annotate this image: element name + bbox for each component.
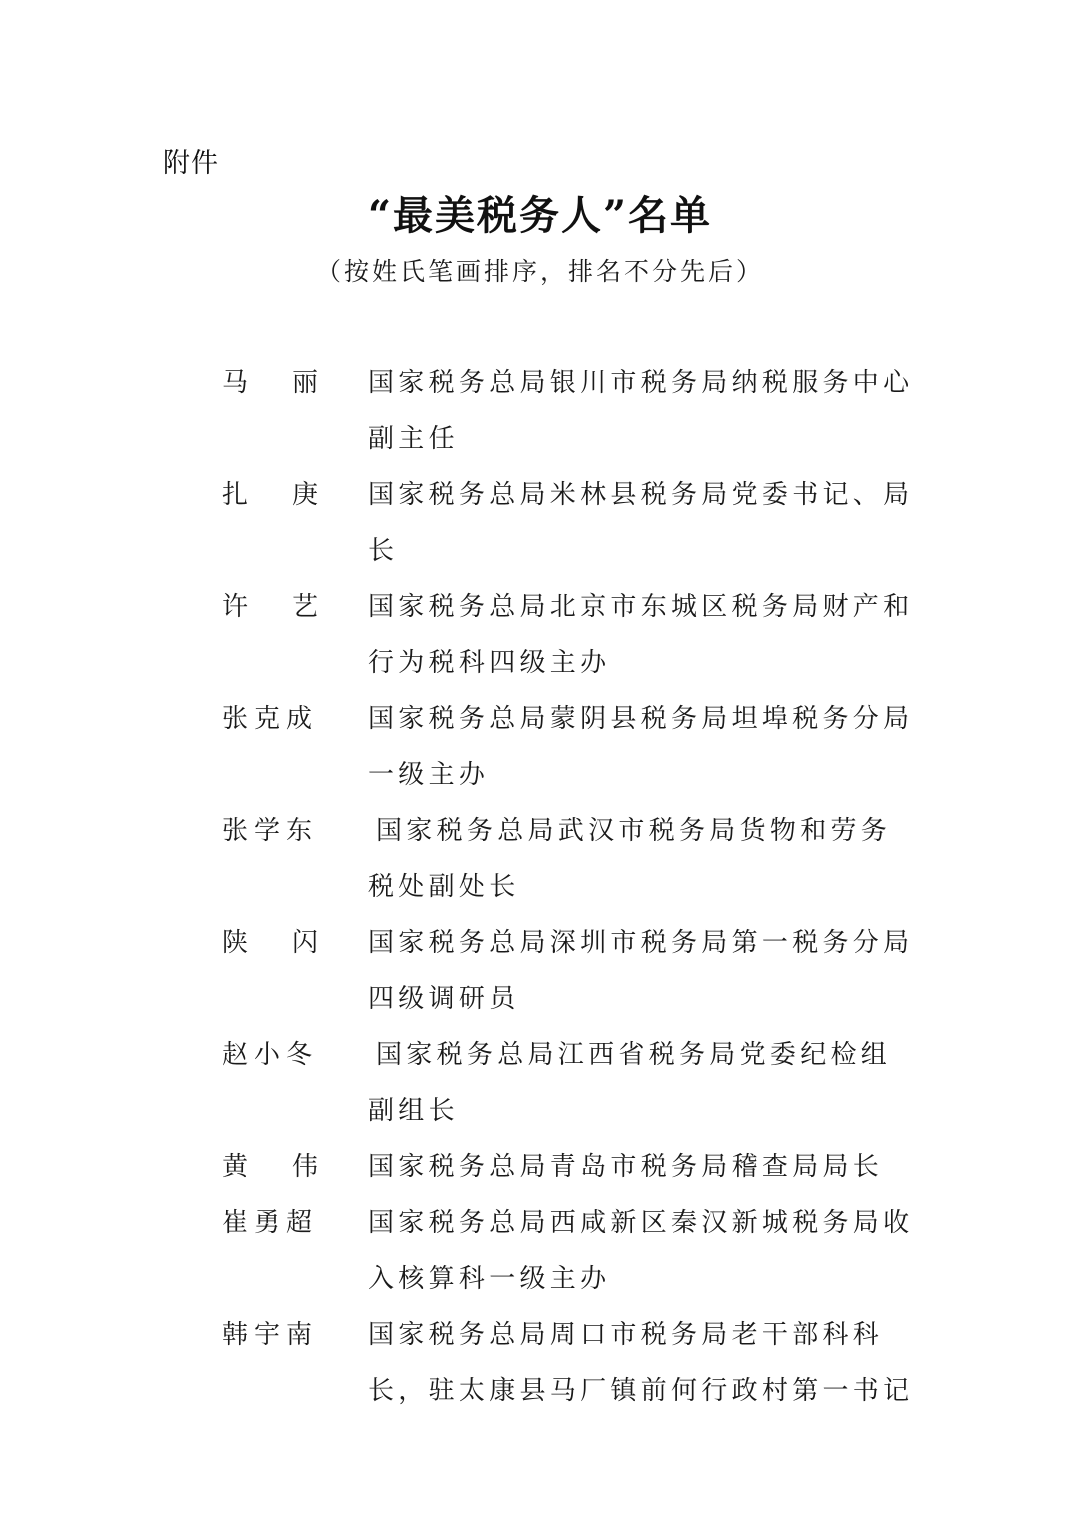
name-char: 伟: [292, 1152, 325, 1182]
name-char: 许: [222, 592, 255, 622]
name-char: 庚: [292, 480, 325, 510]
attachment-label: 附件: [163, 148, 219, 179]
honoree-name: [222, 915, 368, 971]
honoree-position: 国家税务总局北京市东城区税务局财产和行为税科四级主办: [368, 592, 914, 678]
list-item: [222, 467, 942, 579]
name-char: 黄: [222, 1152, 255, 1182]
honoree-position: 国家税务总局深圳市税务局第一税务分局四级调研员: [368, 928, 914, 1014]
honoree-position: 国家税务总局西咸新区秦汉新城税务局收入核算科一级主办: [368, 1208, 914, 1294]
honoree-name: 崔勇超: [222, 1208, 319, 1238]
honoree-position: 国家税务总局蒙阴县税务局坦埠税务分局一级主办: [368, 704, 914, 790]
list-item: [222, 915, 942, 1027]
honoree-name: [222, 579, 368, 635]
list-item: [222, 1139, 942, 1195]
honoree-name: 赵小冬: [222, 1040, 319, 1070]
honoree-list: [222, 355, 942, 1419]
honoree-name: 张学东: [222, 816, 319, 846]
name-char: 艺: [292, 592, 325, 622]
list-item: [222, 691, 942, 803]
list-item: [222, 355, 942, 467]
name-char: 陕: [222, 928, 255, 958]
honoree-position: 国家税务总局武汉市税务局货物和劳务税处副处长: [368, 816, 892, 902]
honoree-name: [222, 1139, 368, 1195]
list-item: [222, 1195, 942, 1307]
honoree-position: 国家税务总局米林县税务局党委书记、局长: [368, 480, 914, 566]
document-title: “最美税务人”名单: [367, 192, 712, 239]
honoree-position: 国家税务总局青岛市税务局稽查局局长: [368, 1152, 884, 1182]
document-subtitle: （按姓氏笔画排序，排名不分先后）: [315, 257, 764, 286]
list-item: [222, 1307, 942, 1419]
list-item: [222, 579, 942, 691]
name-char: 丽: [292, 368, 325, 398]
honoree-name: 韩宇南: [222, 1320, 319, 1350]
name-char: 扎: [222, 480, 255, 510]
honoree-position: 国家税务总局江西省税务局党委纪检组副组长: [368, 1040, 892, 1126]
honoree-position: 国家税务总局银川市税务局纳税服务中心副主任: [368, 368, 914, 454]
honoree-name: 张克成: [222, 704, 319, 734]
list-item: [222, 803, 942, 915]
honoree-name: [222, 467, 368, 523]
name-char: 马: [222, 368, 255, 398]
honoree-position: 国家税务总局周口市税务局老干部科科长，驻太康县马厂镇前何行政村第一书记: [368, 1320, 914, 1406]
list-item: [222, 1027, 942, 1139]
name-char: 闪: [292, 928, 325, 958]
honoree-name: [222, 355, 368, 411]
